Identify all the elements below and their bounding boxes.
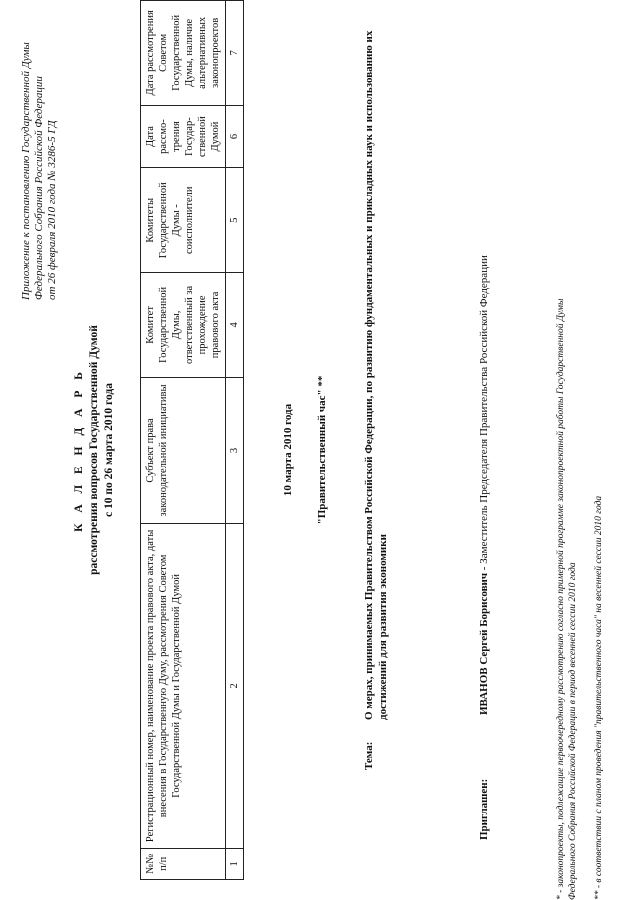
government-hour-title: "Правительственный час" ** (316, 375, 328, 525)
table-header-row (141, 1, 226, 880)
calendar-heading: К А Л Е Н Д А Р Ь (73, 368, 85, 532)
annex-line-1: Приложение к постановлению Государственной Думы (20, 42, 32, 300)
invited-section (478, 20, 490, 840)
table-cell: 1 (226, 848, 244, 879)
invited-position: - Заместитель Председателя Правительства Российской Федерации (478, 255, 490, 573)
annex-line-2: Федерального Собрания Российской Федерации (33, 76, 45, 300)
col-header-number: №№ п/п (141, 848, 226, 879)
col-header-registration: Регистрационный номер, наименование проекта правового акта, даты внесения в Государственную Думу, рассмотрения Советом Государственной Думы и Государственной Думой (141, 524, 226, 848)
topic-text: О мерах, принимаемых Правительством Российской Федерации, по развитию фундаментальных и прикладных наук и использованию их достижений для развития экономики (363, 30, 389, 720)
col-header-initiator: Субъект права законодательной инициативы (141, 377, 226, 524)
table-cell: 6 (226, 105, 244, 168)
invited-name: ИВАНОВ Сергей Борисович (478, 572, 490, 715)
table-number-row (226, 1, 244, 880)
annex-note (20, 0, 59, 300)
session-date: 10 марта 2010 года (282, 403, 294, 497)
invited-label: Приглашен: (478, 778, 490, 840)
col-header-responsible-committee: Комитет Государственной Думы, ответственный за прохождение правового акта (141, 273, 226, 378)
table-cell: 3 (226, 377, 244, 524)
table-cell: 2 (226, 524, 244, 848)
footnote-1-line-2: Федерального Собрания Российской Федерации в период весенней сессии 2010 года (568, 562, 578, 900)
footnote-2: ** - в соответствии с планом проведения "правительственного часа" на весенней сессии 2010 года (594, 495, 604, 900)
table-cell: 4 (226, 273, 244, 378)
topic-section (362, 10, 390, 770)
col-header-duma-date: Дата рассмо-трения Государ-ственной Думой (141, 105, 226, 168)
col-header-co-committees: Комитеты Государственной Думы - соисполнители (141, 168, 226, 273)
calendar-subtitle-1: рассмотрения вопросов Государственной Думой (88, 325, 100, 575)
col-header-council-date: Дата рассмотрения Советом Государственной Думы, наличие альтернативных законопроектов (141, 1, 226, 106)
footnote-1-line-1: * - законопроекты, подлежащие первоочередному рассмотрению согласно примерной программе законопроектной работы Государственной Думы (556, 298, 566, 900)
table-cell: 5 (226, 168, 244, 273)
annex-line-3: от 26 февраля 2010 года № 3286-5 ГД (46, 120, 58, 300)
footnotes (555, 0, 605, 900)
calendar-table (140, 0, 244, 880)
topic-label: Тема: (363, 741, 375, 770)
table-cell: 7 (226, 1, 244, 106)
calendar-subtitle-2: с 10 по 26 марта 2010 года (103, 383, 115, 517)
calendar-title (72, 0, 117, 900)
